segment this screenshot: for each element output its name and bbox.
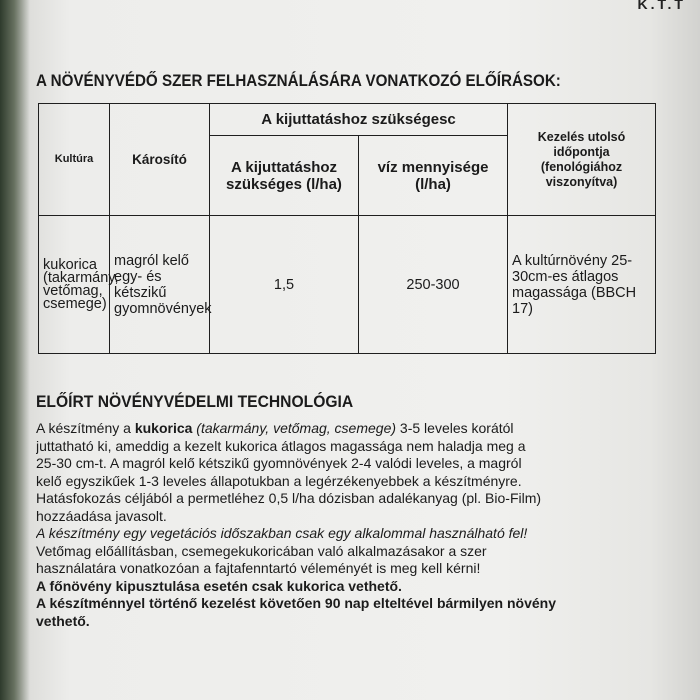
usage-table [38,103,656,354]
technology-section-title: ELŐÍRT NÖVÉNYVÉDELMI TECHNOLÓGIA [36,392,354,411]
header-group: A kijuttatáshoz szükségesc [210,104,508,136]
paragraph-line: Hatásfokozás céljából a permetléhez 0,5 l/ha dózisban adalékanyag (pl. Bio-Film) [36,490,542,506]
header-water: víz mennyisége (l/ha) [359,136,508,216]
cell-kultura: kukorica (takarmány, vetőmag, csemege) [39,216,110,354]
note-line: Vetőmag előállításban, csemegekukoricában való alkalmazásakor a szer [36,542,487,559]
cell-last-treatment: A kultúrnövény 25-30cm-es átlagos magassága (BBCH 17) [508,216,656,354]
cell-dose: 1,5 [210,216,359,354]
technology-body [36,420,676,630]
cell-water: 250-300 [359,216,508,354]
application-paragraph [36,420,676,525]
note-line: A készítménnyel történő kezelést követően 90 nap elteltével bármilyen növény [36,595,557,611]
paragraph-line [36,420,676,438]
usage-rules-heading: A NÖVÉNYVÉDŐ SZER FELHASZNÁLÁSÁRA VONATKOZÓ ELŐÍRÁSOK: [36,72,561,90]
single-use-note [36,525,676,543]
note-line: A készítmény egy vegetációs időszakban csak egy alkalommal használható fel! [36,525,528,541]
crop-types: (takarmány, vetőmag, csemege) [192,420,397,436]
crop-name: kukorica [134,420,193,436]
corner-mark: K.T.T [637,0,686,12]
crop-failure-note [36,578,676,596]
cell-karosito: magról kelő egy- és kétszikű gyomnövények [110,216,210,354]
header-karosito: Károsító [110,104,210,216]
note-line: A főnövény kipusztulása esetén csak kukorica vethető. [36,577,402,594]
note-line: vethető. [36,612,90,629]
paragraph-line: kelő egyszikűek 1-3 leveles állapotukban a legérzékenyebbek a készítményre. [36,472,522,489]
header-kultura: Kultúra [39,104,110,216]
text-run: A készítmény a [36,420,135,436]
paragraph-line: hozzáadása javasolt. [36,507,167,524]
paragraph-line: juttatható ki, ameddig a kezelt kukorica átlagos magassága nem haladja meg a [36,437,526,454]
header-dose: A kijuttatáshoz szükséges (l/ha) [210,136,359,216]
bottle-edge [0,0,30,700]
header-last-treatment: Kezelés utolsó időpontja (fenológiához viszonyítva) [508,104,656,216]
after-treatment-note [36,595,676,630]
seed-production-note [36,543,676,578]
paragraph-line: 25-30 cm-t. A magról kelő kétszikű gyomnövények 2-4 valódi leveles, a magról [36,455,522,471]
note-line: használatára vonatkozóan a fajtafenntartó véleményét is meg kell kérni! [36,560,481,576]
text-run: 3-5 leveles korától [396,420,514,436]
